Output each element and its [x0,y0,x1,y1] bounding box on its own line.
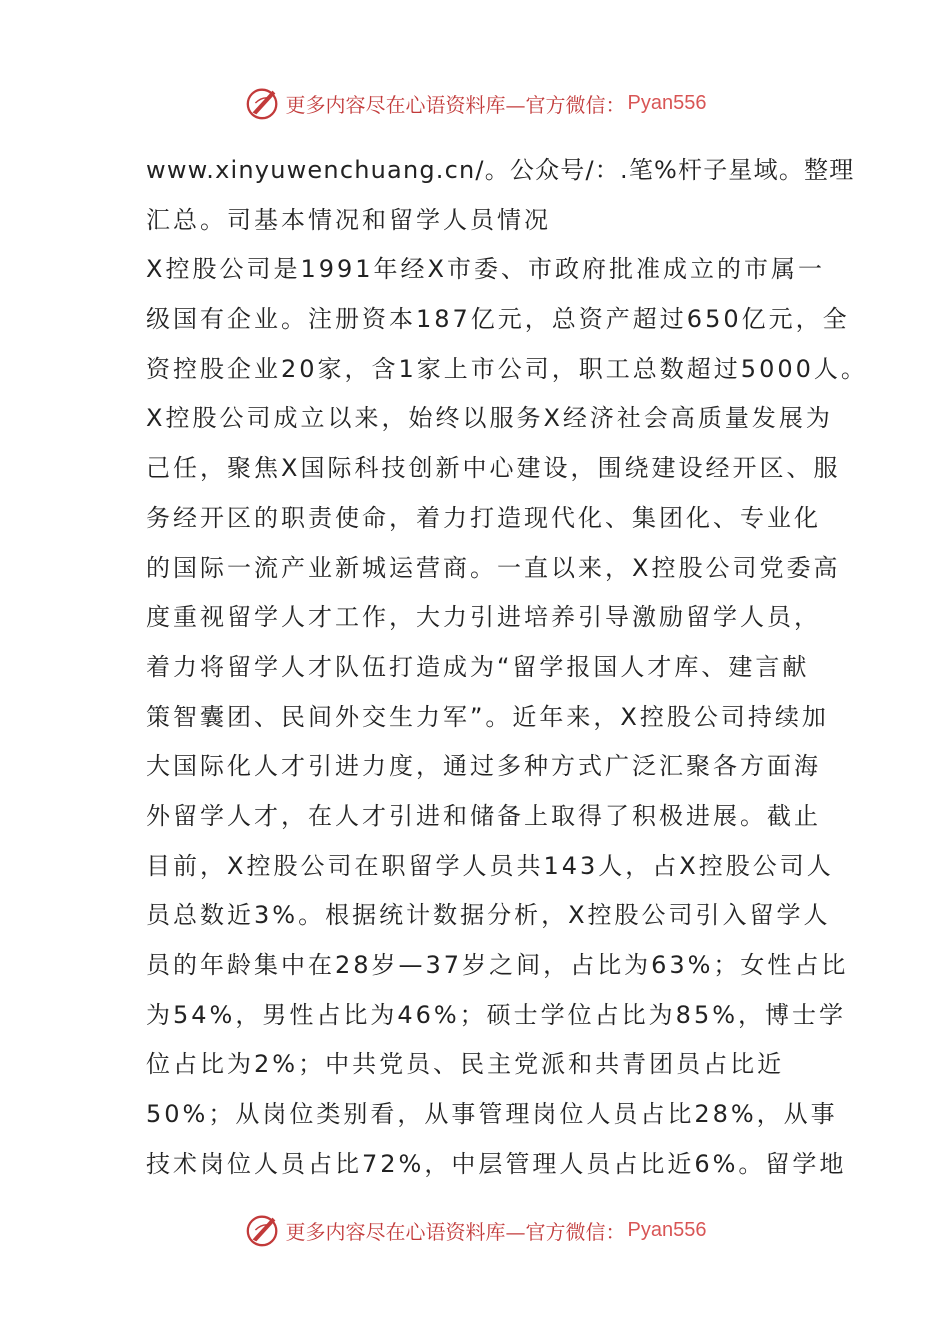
text-line: 策智囊团、民间外交生力军”。近年来，X控股公司持续加 [146,702,829,731]
text-line: 为54%，男性占比为46%；硕士学位占比为85%，博士学 [146,1000,847,1029]
text-line: 着力将留学人才队伍打造成为“留学报国人才库、建言献 [146,652,810,681]
text-line: 员总数近3%。根据统计数据分析，X控股公司引入留学人 [146,901,831,930]
header-watermark-banner [0,81,950,125]
text-line: www.xinyuwenchuang.cn/。公众号/：.笔%杆子星域。整理 [146,156,855,184]
quill-logo-icon [244,1211,282,1249]
text-line: 大国际化人才引进力度，通过多种方式广泛汇聚各方面海 [146,752,821,781]
text-line: 汇总。司基本情况和留学人员情况 [146,205,551,234]
text-line: 资控股企业20家，含1家上市公司，职工总数超过5000人。 [146,354,868,383]
banner-text: 更多内容尽在心语资料库—官方微信： [285,92,626,117]
banner-wechat-id: Pyan556 [627,1218,707,1241]
text-line: X控股公司成立以来，始终以服务X经济社会高质量发展为 [146,404,833,433]
text-line: 技术岗位人员占比72%，中层管理人员占比近6%。留学地 [146,1149,847,1178]
text-line: 外留学人才，在人才引进和储备上取得了积极进展。截止 [146,801,821,830]
banner-text: 更多内容尽在心语资料库—官方微信： [285,1219,626,1244]
banner-wechat-id: Pyan556 [627,91,707,114]
quill-logo-icon [244,84,282,122]
text-line: 级国有企业。注册资本187亿元，总资产超过650亿元，全 [146,305,850,334]
text-line: X控股公司是1991年经X市委、市政府批准成立的市属一 [146,255,825,284]
text-line: 务经开区的职责使命，着力打造现代化、集团化、专业化 [146,503,821,532]
document-body [146,146,868,1189]
text-line: 目前，X控股公司在职留学人员共143人，占X控股公司人 [146,851,834,880]
text-line: 己任，聚焦X国际科技创新中心建设，围绕建设经开区、服 [146,454,841,483]
footer-watermark-banner [0,1208,950,1252]
text-line: 度重视留学人才工作，大力引进培养引导激励留学人员， [146,603,821,632]
text-line: 员的年龄集中在28岁—37岁之间，占比为63%；女性占比 [146,951,849,979]
text-line: 位占比为2%；中共党员、民主党派和共青团员占比近 [146,1050,785,1079]
text-line: 的国际一流产业新城运营商。一直以来，X控股公司党委高 [146,553,841,582]
text-line: 50%；从岗位类别看，从事管理岗位人员占比28%，从事 [146,1100,838,1129]
